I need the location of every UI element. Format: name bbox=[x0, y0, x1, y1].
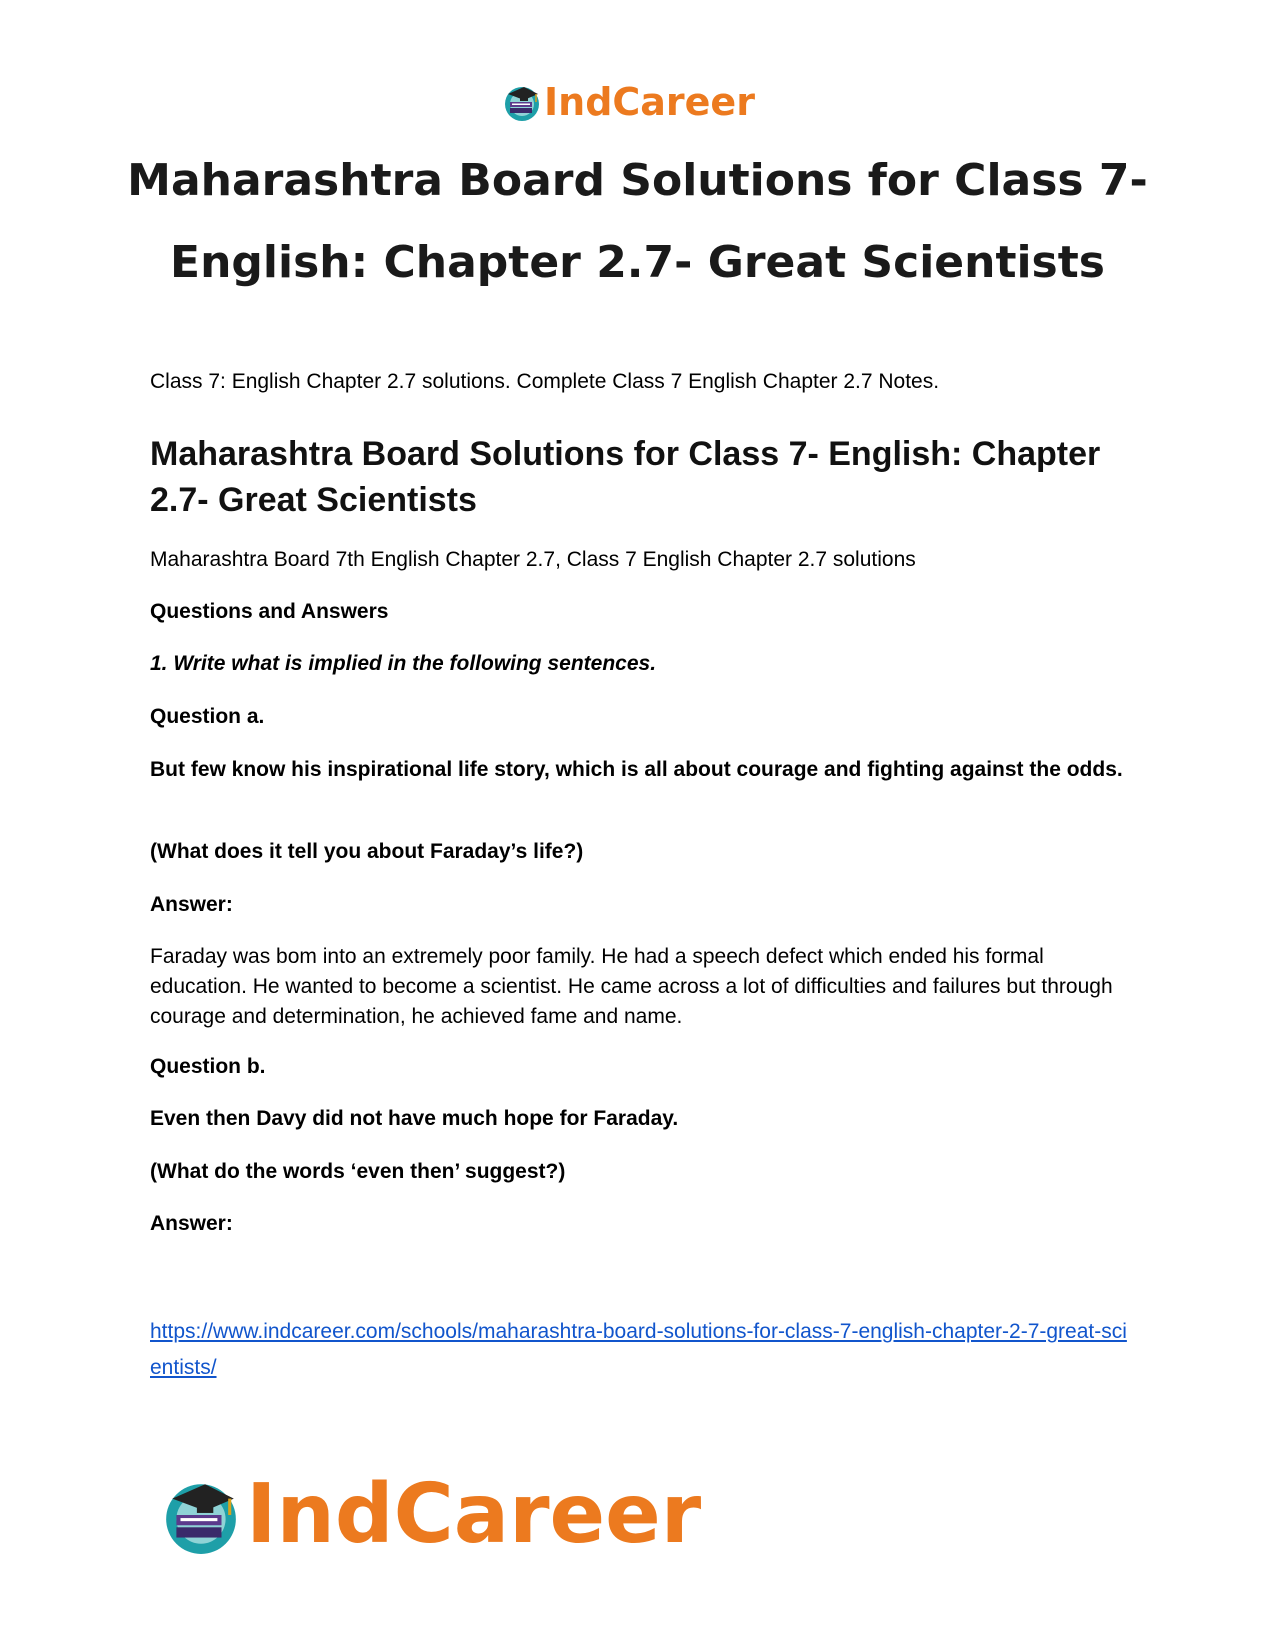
section-heading: Maharashtra Board Solutions for Class 7- English: Chapter 2.7- Great Scientists bbox=[150, 435, 1101, 519]
question-b-prompt: (What do the words ‘even then’ suggest?) bbox=[150, 1160, 566, 1183]
header-logo bbox=[502, 80, 755, 124]
footer-logo bbox=[160, 1467, 702, 1562]
exercise-heading: 1. Write what is implied in the following sentences. bbox=[150, 652, 657, 675]
question-b-sentence: Even then Davy did not have much hope for Faraday. bbox=[150, 1107, 679, 1130]
question-a-sentence: But few know his inspirational life story, which is all about courage and fighting against the odds. bbox=[150, 758, 1123, 781]
question-a-prompt: (What does it tell you about Faraday’s life?) bbox=[150, 840, 584, 863]
page-title: Maharashtra Board Solutions for Class 7- English: Chapter 2.7- Great Scientists bbox=[127, 155, 1148, 288]
question-a-answer-label: Answer: bbox=[150, 893, 233, 916]
graduation-cap-globe-icon bbox=[502, 82, 542, 122]
question-a-answer: Faraday was bom into an extremely poor family. He had a speech defect which ended his formal education. He wanted to become a scientist. He came across a lot of difficulties and failures but through courage and determination, he achieved fame and name. bbox=[150, 945, 1113, 1028]
source-url-link[interactable]: https://www.indcareer.com/schools/maharashtra-board-solutions-for-class-7-english-chapter-2-7-great-scientists/ bbox=[150, 1320, 1127, 1379]
intro-paragraph: Class 7: English Chapter 2.7 solutions. Complete Class 7 English Chapter 2.7 Notes. bbox=[150, 370, 940, 393]
graduation-cap-globe-icon bbox=[160, 1474, 242, 1556]
question-b-answer-label: Answer: bbox=[150, 1212, 233, 1235]
qa-heading: Questions and Answers bbox=[150, 600, 389, 623]
subtitle-line: Maharashtra Board 7th English Chapter 2.7, Class 7 English Chapter 2.7 solutions bbox=[150, 548, 916, 571]
logo-wordmark: IndCareer bbox=[246, 1467, 702, 1562]
question-b-label: Question b. bbox=[150, 1055, 266, 1078]
logo-wordmark: IndCareer bbox=[544, 80, 755, 124]
question-a-label: Question a. bbox=[150, 705, 265, 728]
